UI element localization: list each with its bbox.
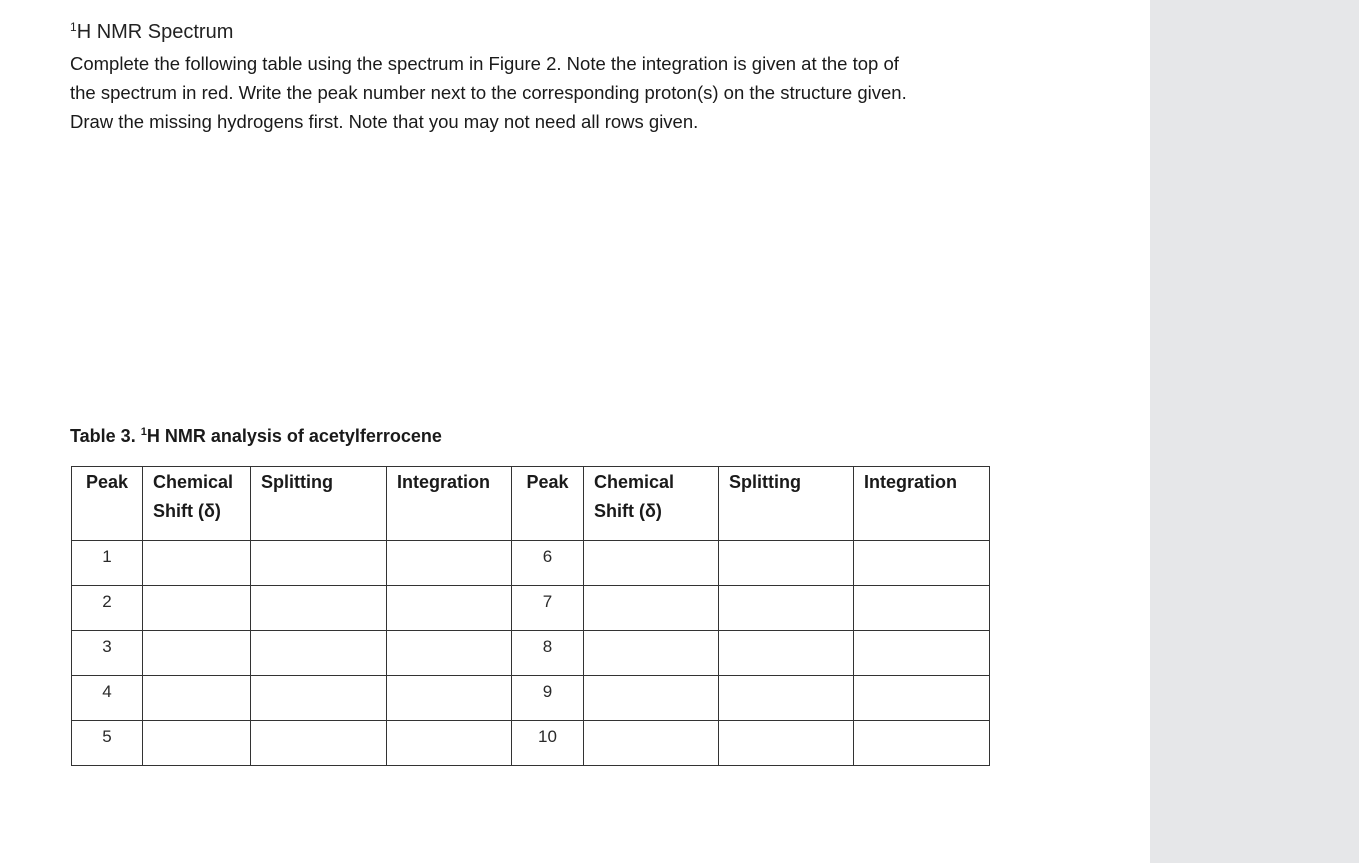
title-superscript: 1 [70, 20, 77, 34]
splitting-cell[interactable] [251, 721, 387, 766]
splitting-cell[interactable] [719, 721, 854, 766]
chemical-shift-cell[interactable] [143, 721, 251, 766]
chemical-shift-cell[interactable] [143, 631, 251, 676]
caption-text: H NMR analysis of acetylferrocene [146, 426, 442, 446]
header-integration: Integration [387, 467, 512, 541]
integration-cell[interactable] [854, 721, 990, 766]
caption-prefix: Table 3. [70, 426, 141, 446]
chemical-shift-cell[interactable] [143, 541, 251, 586]
peak-number-cell: 10 [512, 721, 584, 766]
chemical-shift-cell[interactable] [584, 676, 719, 721]
header-row [72, 467, 990, 541]
header-chemical-shift: Chemical Shift (δ) [143, 467, 251, 541]
integration-cell[interactable] [854, 676, 990, 721]
table-row [72, 631, 990, 676]
instruction-line: Draw the missing hydrogens first. Note that you may not need all rows given. [70, 111, 699, 132]
integration-cell[interactable] [387, 541, 512, 586]
peak-number-cell: 7 [512, 586, 584, 631]
caption-superscript: 1 [140, 426, 147, 438]
section-title [70, 19, 233, 45]
header-integration: Integration [854, 467, 990, 541]
instruction-line: Complete the following table using the spectrum in Figure 2. Note the integration is given at the top of [70, 53, 899, 74]
splitting-cell[interactable] [719, 676, 854, 721]
splitting-cell[interactable] [719, 586, 854, 631]
peak-number-cell: 9 [512, 676, 584, 721]
integration-cell[interactable] [387, 676, 512, 721]
title-text: H NMR Spectrum [76, 21, 234, 43]
peak-number-cell: 8 [512, 631, 584, 676]
splitting-cell[interactable] [251, 676, 387, 721]
integration-cell[interactable] [387, 631, 512, 676]
integration-cell[interactable] [387, 586, 512, 631]
splitting-cell[interactable] [251, 586, 387, 631]
nmr-analysis-table [71, 466, 990, 766]
table-row [72, 541, 990, 586]
chemical-shift-cell[interactable] [584, 721, 719, 766]
header-peak: Peak [512, 467, 584, 541]
header-peak: Peak [72, 467, 143, 541]
peak-number-cell: 6 [512, 541, 584, 586]
peak-number-cell: 4 [72, 676, 143, 721]
header-splitting: Splitting [251, 467, 387, 541]
integration-cell[interactable] [854, 541, 990, 586]
splitting-cell[interactable] [251, 631, 387, 676]
peak-number-cell: 3 [72, 631, 143, 676]
table-caption [70, 423, 442, 449]
integration-cell[interactable] [387, 721, 512, 766]
instructions [70, 49, 1070, 136]
splitting-cell[interactable] [719, 541, 854, 586]
peak-number-cell: 2 [72, 586, 143, 631]
header-splitting: Splitting [719, 467, 854, 541]
chemical-shift-cell[interactable] [143, 676, 251, 721]
table-row [72, 721, 990, 766]
peak-number-cell: 1 [72, 541, 143, 586]
splitting-cell[interactable] [251, 541, 387, 586]
chemical-shift-cell[interactable] [584, 586, 719, 631]
table-row [72, 676, 990, 721]
peak-number-cell: 5 [72, 721, 143, 766]
chemical-shift-cell[interactable] [143, 586, 251, 631]
chemical-shift-cell[interactable] [584, 541, 719, 586]
integration-cell[interactable] [854, 586, 990, 631]
splitting-cell[interactable] [719, 631, 854, 676]
instruction-line: the spectrum in red. Write the peak number next to the corresponding proton(s) on the structure given. [70, 82, 907, 103]
chemical-shift-cell[interactable] [584, 631, 719, 676]
integration-cell[interactable] [854, 631, 990, 676]
table-row [72, 586, 990, 631]
header-chemical-shift: Chemical Shift (δ) [584, 467, 719, 541]
side-panel [1150, 0, 1359, 863]
